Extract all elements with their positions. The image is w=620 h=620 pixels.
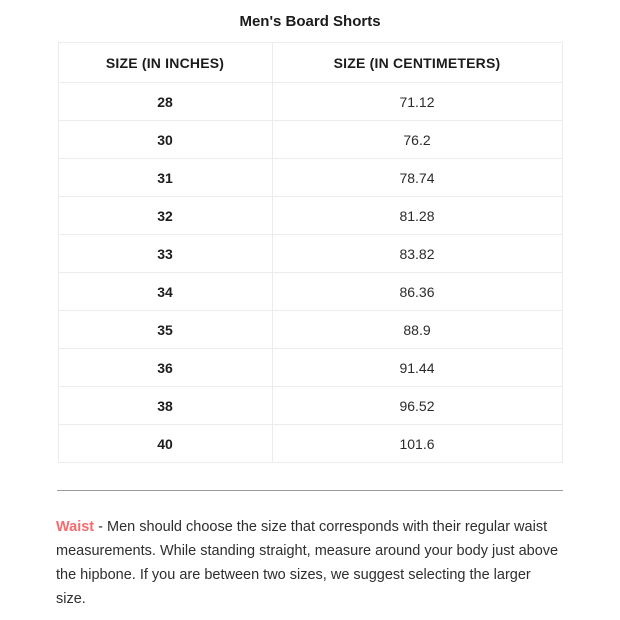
table-row — [58, 387, 562, 425]
size-centimeters-cell: 83.82 — [272, 235, 562, 273]
size-inches-cell: 36 — [58, 349, 272, 387]
size-table-header — [58, 43, 562, 83]
section-divider — [57, 490, 563, 491]
table-row — [58, 83, 562, 121]
table-row — [58, 121, 562, 159]
waist-note-label: Waist — [56, 519, 95, 535]
size-centimeters-cell: 88.9 — [272, 311, 562, 349]
size-centimeters-cell: 81.28 — [272, 197, 562, 235]
size-inches-cell: 31 — [58, 159, 272, 197]
size-centimeters-cell: 96.52 — [272, 387, 562, 425]
table-row — [58, 273, 562, 311]
waist-note-body: - Men should choose the size that corresponds with their regular waist measurements. While standing straight, measure around your body just above the hipbone. If you are between two sizes, we suggest selecting the larger size. — [56, 519, 559, 607]
size-inches-cell: 34 — [58, 273, 272, 311]
size-centimeters-cell: 71.12 — [272, 83, 562, 121]
size-centimeters-cell: 91.44 — [272, 349, 562, 387]
table-row — [58, 311, 562, 349]
size-inches-cell: 33 — [58, 235, 272, 273]
size-centimeters-cell: 101.6 — [272, 425, 562, 463]
column-header-centimeters: SIZE (IN CENTIMETERS) — [272, 43, 562, 83]
size-inches-cell: 30 — [58, 121, 272, 159]
size-table-body — [58, 83, 562, 463]
size-inches-cell: 32 — [58, 197, 272, 235]
size-inches-cell: 38 — [58, 387, 272, 425]
size-centimeters-cell: 76.2 — [272, 121, 562, 159]
waist-note — [56, 515, 564, 611]
size-centimeters-cell: 78.74 — [272, 159, 562, 197]
size-inches-cell: 40 — [58, 425, 272, 463]
table-row — [58, 425, 562, 463]
column-header-inches: SIZE (IN INCHES) — [58, 43, 272, 83]
size-centimeters-cell: 86.36 — [272, 273, 562, 311]
table-row — [58, 349, 562, 387]
size-inches-cell: 35 — [58, 311, 272, 349]
table-row — [58, 197, 562, 235]
page-title: Men's Board Shorts — [239, 13, 381, 30]
table-row — [58, 235, 562, 273]
table-header-row — [58, 43, 562, 83]
table-row — [58, 159, 562, 197]
size-inches-cell: 28 — [58, 83, 272, 121]
size-table — [58, 42, 563, 463]
